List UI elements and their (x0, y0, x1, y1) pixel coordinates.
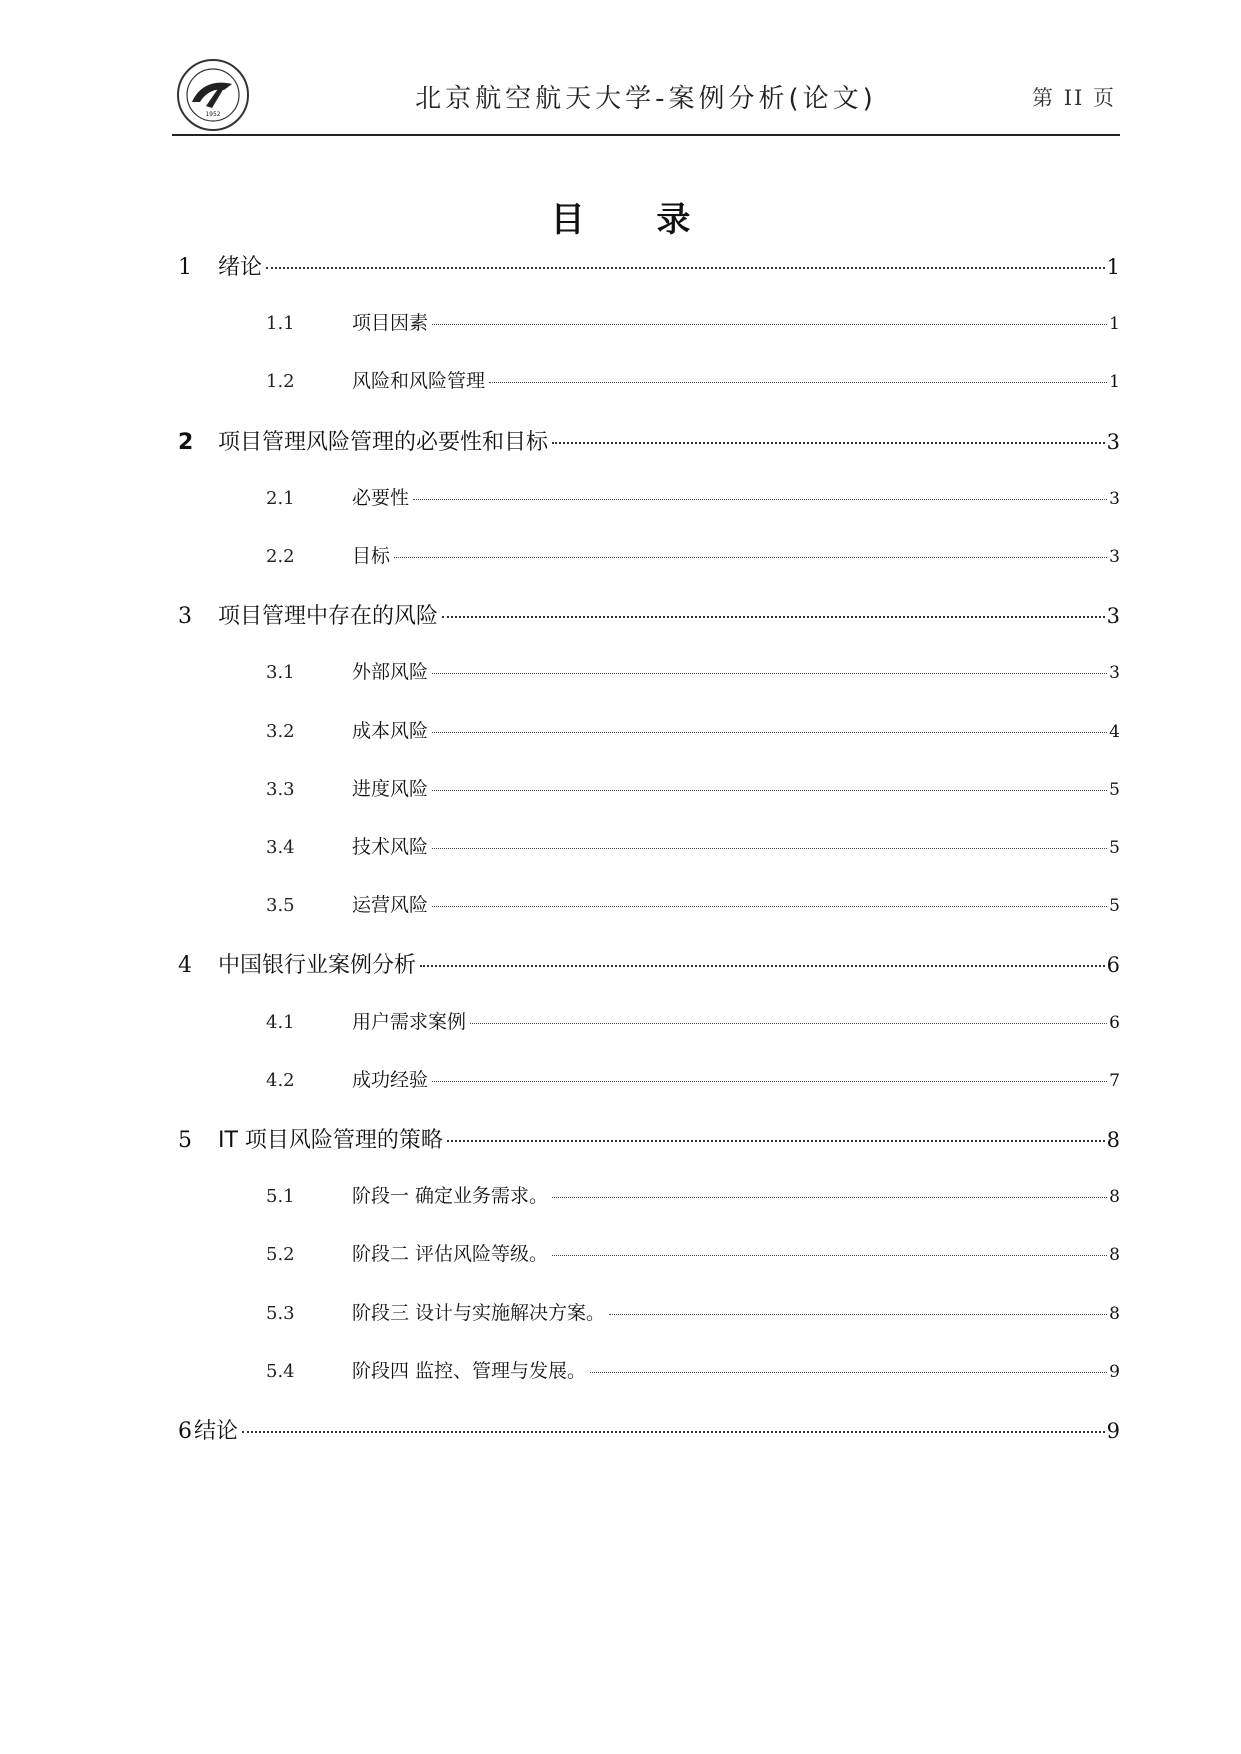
page-header (172, 44, 1120, 136)
dot-leader (442, 616, 1105, 618)
toc-entry-number: 5.4 (266, 1360, 295, 1382)
toc-entry-number: 4.1 (266, 1011, 295, 1033)
toc-chapter-entry[interactable] (178, 250, 1120, 281)
toc-entry-label: 用户需求案例 (352, 1010, 467, 1033)
toc-entry-label: 项目因素 (352, 312, 429, 335)
toc-entry-number: 1.2 (266, 371, 295, 393)
toc-section-entry[interactable] (266, 1007, 1120, 1034)
toc-section-entry[interactable] (266, 366, 1120, 393)
toc-entry-number: 2.1 (266, 487, 295, 509)
dot-leader (552, 1255, 1107, 1256)
toc-entry-number: 5.2 (266, 1244, 295, 1266)
dot-leader (447, 1140, 1105, 1142)
dot-leader (552, 1197, 1107, 1198)
toc-chapter-entry[interactable] (178, 1123, 1120, 1154)
toc-section-entry[interactable] (266, 541, 1120, 568)
toc-entry-label: 项目管理中存在的风险 (218, 604, 439, 630)
toc-title: 目 录 (550, 200, 721, 240)
toc-entry-number: 3.3 (266, 778, 295, 800)
toc-entry-page: 3 (1109, 488, 1120, 509)
toc-entry-number: 1.1 (266, 313, 295, 335)
toc-entry-number: 6 (178, 1419, 192, 1444)
dot-leader (590, 1372, 1107, 1373)
toc-section-entry[interactable] (266, 890, 1120, 917)
toc-entry-page: 1 (1109, 314, 1120, 335)
toc-entry-number: 3.1 (266, 662, 295, 684)
toc-entry-number: 4.2 (266, 1069, 295, 1091)
toc-section-entry[interactable] (266, 1298, 1120, 1325)
toc-entry-page: 8 (1106, 1128, 1120, 1152)
page-number: 第 II 页 (1032, 86, 1116, 110)
toc-entry-number: 3.5 (266, 895, 295, 917)
toc-section-entry[interactable] (266, 1181, 1120, 1208)
toc-section-entry[interactable] (266, 774, 1120, 801)
toc-entry-page: 6 (1106, 953, 1120, 978)
toc-entry-label: 阶段一 确定业务需求。 (352, 1185, 549, 1208)
dot-leader (432, 848, 1107, 849)
toc-entry-label: 绪论 (218, 255, 263, 280)
toc-entry-page: 3 (1106, 429, 1120, 454)
toc-entry-label: 风险和风险管理 (352, 370, 486, 393)
toc-entry-page: 9 (1106, 1419, 1120, 1443)
toc-entry-number: 3.4 (266, 837, 295, 858)
toc-entry-label: 运营风险 (352, 894, 429, 917)
toc-section-entry[interactable] (266, 1356, 1120, 1383)
toc-entry-label: 阶段二 评估风险等级。 (352, 1243, 549, 1266)
toc-section-entry[interactable] (266, 1239, 1120, 1266)
toc-section-entry[interactable] (266, 483, 1120, 510)
toc-entry-number: 3.2 (266, 720, 295, 742)
toc-entry-page: 3 (1109, 547, 1120, 567)
toc-entry-page: 4 (1109, 721, 1120, 742)
dot-leader (394, 557, 1107, 558)
toc-entry-label: 阶段三 设计与实施解决方案。 (352, 1301, 606, 1324)
seal-year: 1952 (205, 111, 221, 118)
toc-entry-number: 3 (178, 604, 192, 630)
dot-leader (489, 382, 1107, 383)
toc-chapter-entry[interactable] (178, 1414, 1120, 1445)
toc-chapter-entry[interactable] (178, 425, 1120, 456)
toc-entry-label: 必要性 (352, 486, 410, 509)
dot-leader (266, 267, 1105, 269)
toc-entry-number: 1 (178, 255, 192, 280)
toc-entry-label: 外部风险 (352, 661, 429, 684)
toc-entry-label: 成功经验 (352, 1068, 429, 1091)
toc-section-entry[interactable] (266, 308, 1120, 335)
dot-leader (420, 965, 1105, 967)
toc-section-entry[interactable] (266, 657, 1120, 684)
toc-entry-page: 8 (1109, 1245, 1120, 1266)
toc-entry-number: 4 (178, 953, 192, 979)
toc-entry-number: 5 (178, 1128, 192, 1153)
dot-leader (432, 790, 1107, 791)
toc-entry-label: 进度风险 (352, 777, 429, 800)
toc-entry-page: 1 (1109, 372, 1120, 393)
toc-chapter-entry[interactable] (178, 948, 1120, 979)
toc-entry-label: IT 项目风险管理的策略 (218, 1128, 443, 1153)
toc-entry-page: 1 (1106, 255, 1120, 279)
dot-leader (552, 442, 1105, 444)
toc-chapter-entry[interactable] (178, 599, 1120, 630)
toc-entry-page: 8 (1109, 1303, 1120, 1324)
toc-entry-label: 项目管理风险管理的必要性和目标 (218, 429, 549, 455)
dot-leader (432, 1081, 1107, 1082)
toc-entry-label: 阶段四 监控、管理与发展。 (352, 1359, 587, 1382)
toc-entry-page: 5 (1109, 896, 1120, 917)
toc-entry-page: 3 (1106, 604, 1120, 629)
toc-entry-page: 5 (1109, 838, 1120, 858)
toc-entry-label: 成本风险 (352, 719, 429, 742)
toc-entry-number: 5.1 (266, 1186, 295, 1208)
header-title: 北京航空航天大学-案例分析(论文) (415, 84, 877, 114)
toc-entry-label: 结论 (194, 1419, 239, 1444)
toc-entry-number: 5.3 (266, 1302, 295, 1324)
dot-leader (470, 1023, 1107, 1024)
dot-leader (432, 324, 1107, 325)
toc-entry-page: 3 (1109, 663, 1120, 684)
dot-leader (432, 673, 1107, 674)
toc-entry-page: 7 (1109, 1070, 1120, 1091)
toc-entry-page: 8 (1109, 1187, 1120, 1208)
toc-entry-label: 技术风险 (352, 836, 429, 858)
dot-leader (242, 1431, 1105, 1433)
toc-entry-page: 5 (1109, 779, 1120, 800)
toc-entry-label: 中国银行业案例分析 (218, 953, 417, 979)
toc-section-entry[interactable] (266, 716, 1120, 743)
toc-entry-number: 2 (178, 429, 194, 455)
toc-entry-page: 9 (1109, 1361, 1120, 1382)
dot-leader (432, 906, 1107, 907)
toc-section-entry[interactable] (266, 832, 1120, 859)
dot-leader (432, 732, 1107, 733)
toc-entry-number: 2.2 (266, 546, 295, 567)
toc-entry-label: 目标 (352, 545, 391, 567)
dot-leader (609, 1314, 1107, 1315)
dot-leader (413, 499, 1107, 500)
toc-entry-page: 6 (1109, 1012, 1120, 1033)
toc-section-entry[interactable] (266, 1065, 1120, 1092)
